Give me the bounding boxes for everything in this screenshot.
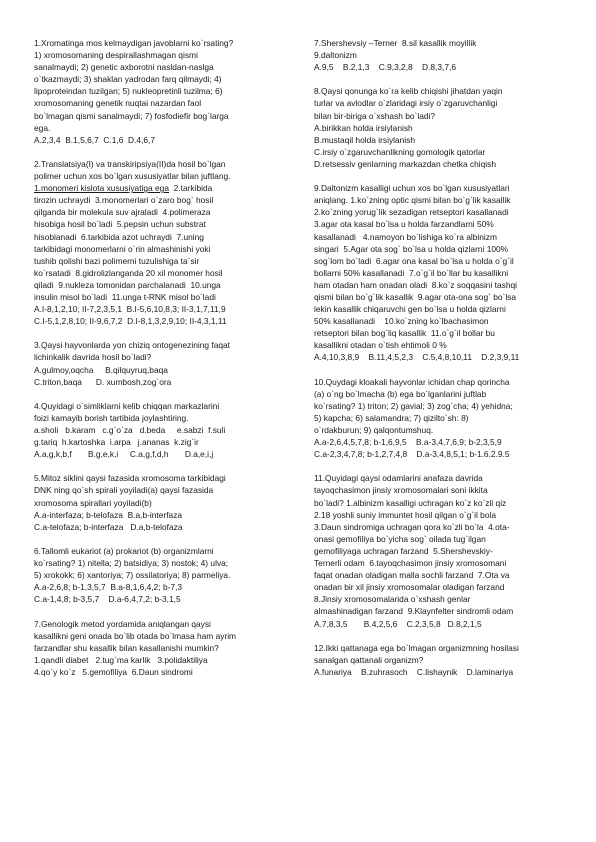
- text-segment: sanalmaydi; 2) genetic axborotni nasldan-naslga: [34, 62, 214, 73]
- text-line: [34, 194, 290, 206]
- text-line: [314, 351, 572, 363]
- text-line: [314, 654, 572, 666]
- text-line: [314, 61, 572, 73]
- blank-line: [314, 460, 572, 472]
- text-line: [34, 412, 290, 424]
- text-line: [314, 49, 572, 61]
- text-segment: o`rdakburun; 9) qalqontumshuq.: [314, 425, 434, 435]
- text-line: [314, 303, 572, 315]
- text-line: [34, 497, 290, 509]
- text-line: [314, 182, 572, 194]
- text-segment: 1.monomeri kislota xususiyatiga ega: [34, 183, 169, 194]
- text-segment: A.I-8,1,2,10; II-7,2,3,5,1 B.I-5,6,10,8,3; II-3,1,7,11,9: [34, 304, 226, 315]
- text-line: [314, 194, 572, 206]
- text-segment: lekin kasallik chiqaruvchi gen bo`lsa u holda qizlarni: [314, 304, 506, 315]
- text-line: [314, 436, 572, 448]
- text-segment: tirozin uchraydi 3.monomerlari o`zaro bog` hosil: [34, 195, 214, 206]
- text-segment: 3.Qaysi hayvonlarda yon chiziq ontogenezining faqat: [34, 340, 231, 351]
- text-segment: singari 5.Agar ota sog` bo`lsa u holda qizlarni 100%: [314, 243, 509, 254]
- text-line: [314, 533, 572, 545]
- text-segment: 2.tarkibida: [169, 183, 213, 194]
- text-segment: A.a,g,k,b,f B.g,e,k,i C.a,g,f,d,h D.a,e,i,j: [34, 449, 214, 460]
- text-line: [314, 521, 572, 533]
- text-segment: 6.Tallomli eukariot (a) prokariot (b) organizmlarni: [34, 545, 214, 556]
- text-line: [34, 666, 290, 678]
- text-segment: foizi kamayib borish tartibida joylashtiring.: [34, 412, 189, 423]
- text-segment: Ternerli odam 6.tayoqchasimon jinsiy xromosomani: [314, 558, 507, 569]
- text-segment: A.funariya B.zuhrasoch C.lishaynik D.laminariya: [314, 666, 514, 677]
- text-line: [34, 581, 290, 593]
- text-segment: 3.Daun sindromiga uchragan qora ko`zli bo`la 4.ota-: [314, 521, 510, 532]
- text-line: [34, 339, 290, 351]
- text-segment: A.4,10,3,8,9 B.11,4,5,2,3 C.5,4,8,10,11 D.2,3,9,11: [314, 352, 520, 363]
- blank-line: [34, 605, 290, 617]
- text-segment: turlar va avlodlar o`zlaridagi irsiy o`zgaruvchanligi: [314, 98, 498, 109]
- text-segment: hisoblanadi 6.tarkibida azot uchraydi 7.uning: [34, 231, 204, 242]
- text-line: [34, 218, 290, 230]
- text-line: [314, 218, 572, 230]
- text-segment: retseptori bilan bog`liq kasallik 11.o`g`il bollar bu: [314, 328, 495, 339]
- right-column: [314, 37, 572, 678]
- text-line: [314, 484, 572, 496]
- text-line: [314, 376, 572, 388]
- text-line: [34, 630, 290, 642]
- text-line: [314, 315, 572, 327]
- text-line: [314, 85, 572, 97]
- left-column: [34, 37, 290, 678]
- text-line: [34, 134, 290, 146]
- text-line: [314, 509, 572, 521]
- text-line: [314, 206, 572, 218]
- text-line: [34, 110, 290, 122]
- text-line: [314, 497, 572, 509]
- text-segment: C.a-2,3,4,7,8; b-1,2,7,4,8 D.a-3,4,8,5,1; b-1.6.2.9.5: [314, 449, 510, 460]
- text-line: [314, 110, 572, 122]
- text-segment: A.a-interfaza; b-telofaza B.a,b-interfaza: [34, 509, 183, 520]
- text-line: [34, 231, 290, 243]
- text-line: [34, 472, 290, 484]
- text-segment: 9.Daltonizm kasalligi uchun xos bo`lgan xususiyatlari: [314, 183, 510, 194]
- text-segment: qilganda bir molekula suv ajraladi 4.polimeraza: [34, 207, 211, 218]
- text-line: [34, 243, 290, 255]
- text-line: [34, 521, 290, 533]
- text-line: [34, 255, 290, 267]
- text-segment: B.mustaqil holda irsiylanish: [314, 134, 416, 145]
- text-line: [34, 642, 290, 654]
- blank-line: [314, 364, 572, 376]
- text-segment: (a) o`ng bo`lmacha (b) ega bo`lganlarini juftlab: [314, 388, 487, 399]
- text-segment: DNK ning qo`sh spirali yoyiladi(a) qaysi fazasida: [34, 485, 214, 496]
- text-line: [34, 279, 290, 291]
- text-segment: aniqlang. 1.ko`zning optic qismi bilan bo`g`lik kasallik: [314, 195, 511, 206]
- text-segment: 5.Mitoz siklini qaysi fazasida xromosoma tarkibidagi: [34, 473, 226, 484]
- text-segment: 10.Quydagi kloakali hayvonlar ichidan chap qorincha: [314, 376, 510, 387]
- text-line: [314, 339, 572, 351]
- text-line: [34, 61, 290, 73]
- text-line: [34, 400, 290, 412]
- text-segment: 2.18 yoshli suniy immuntet hosil qilgan o`g`il bola: [314, 509, 497, 520]
- text-segment: C.I-5,1,2,8,10; II-9,6,7,2 D.I-8,1,3,2,9,10; II-4,3,1,11: [34, 316, 227, 327]
- text-line: [314, 255, 572, 267]
- text-line: [34, 85, 290, 97]
- text-segment: bo`lmagan qismi sanalmaydi; 7) fosfodiefir bog`larga: [34, 110, 229, 121]
- text-line: [314, 472, 572, 484]
- text-line: [314, 37, 572, 49]
- text-segment: C.triton,baqa D. xumbosh,zog`ora: [34, 376, 172, 387]
- text-segment: lipoproteindan tuzilgan; 5) nukleopretinli tuzilma; 6): [34, 86, 223, 97]
- text-line: [314, 231, 572, 243]
- text-segment: kasallikni geni onada bo`lib otada bo`lmasa ham ayrim: [34, 630, 237, 641]
- text-segment: ko`rsating? 1) triton; 2) gavial; 3) zog`cha; 4) yehidna;: [314, 400, 513, 411]
- text-segment: tushib qolishi bazi polimerni tuzulishiga ta`sir: [34, 255, 200, 266]
- text-segment: 5) kapcha; 6) salamandra; 7) qizilto`sh: 8): [314, 412, 469, 423]
- text-segment: 7.Shershevsiy –Terner 8.sil kasallik moyillik: [314, 38, 477, 48]
- text-segment: 8.Qaysi qonunga ko`ra kelib chiqishi jihatdan yaqin: [314, 86, 503, 97]
- text-line: [314, 581, 572, 593]
- text-segment: tarkibidagi monomerlarni o`rin almashinishi yoki: [34, 243, 211, 254]
- text-segment: bo`ladi? 1.albinizm kasalligi uchragan ko`z ko`zli qiz: [314, 497, 507, 508]
- text-segment: ham otadan ham onadan oladi 8.ko`z soqqasini tashqi: [314, 279, 517, 290]
- text-line: [34, 37, 290, 49]
- text-segment: polimer uchun xos bo`lgan xususiyatlar bilan juftlang.: [34, 171, 231, 182]
- text-line: [34, 436, 290, 448]
- text-segment: qiladi 9.nukleza tomonidan parchalanadi 10.unga: [34, 279, 221, 290]
- text-line: [34, 376, 290, 388]
- text-segment: C.a-1,4,8; b-3,5,7 D.a-6,4,7,2; b-3,1,5: [34, 594, 181, 605]
- text-segment: kasallikni otadan o`tish ehtimoli 0 %: [314, 340, 447, 351]
- text-segment: C.a-telofaza; b-interfaza D.a,b-telofaza: [34, 521, 183, 532]
- text-segment: 3.agar ota kasal bo`lsa u holda farzandlarni 50%: [314, 219, 494, 230]
- text-line: [34, 158, 290, 170]
- blank-line: [34, 460, 290, 472]
- text-line: [34, 424, 290, 436]
- text-segment: 2.ko`zning yorug`lik sezadigan retseptori kasallanadi: [314, 207, 509, 218]
- text-segment: 50% kasallanadi 10.ko`zning ko`lbachasimon: [314, 316, 489, 327]
- text-segment: gemofiliyaga uchragan farzand 5.Shershevskiy-: [314, 545, 493, 556]
- text-line: [314, 569, 572, 581]
- text-segment: ega.: [34, 122, 51, 133]
- text-line: [314, 642, 572, 654]
- text-segment: 12.Ikki qattanaga ega bo`lmagan organizmning hosilasi: [314, 642, 519, 653]
- text-line: [34, 122, 290, 134]
- text-segment: a.sholi b.karam c.g`o`za d.beda e.sabzi f.suli: [34, 425, 226, 435]
- text-segment: farzandlar shu kasallik bilan kasallanishi mumkin?: [34, 642, 219, 653]
- text-segment: 4.Quyidagi o`simliklarni kelib chiqqan markazlarini: [34, 400, 220, 411]
- text-segment: sanalgan qattanali organizm?: [314, 654, 424, 665]
- text-line: [314, 122, 572, 134]
- text-line: [314, 605, 572, 617]
- text-segment: almashinadigan farzand 9.Klaynfelter sindromli odam: [314, 606, 514, 617]
- text-line: [34, 557, 290, 569]
- text-line: [34, 509, 290, 521]
- blank-line: [34, 533, 290, 545]
- text-line: [314, 666, 572, 678]
- blank-line: [314, 170, 572, 182]
- text-line: [314, 267, 572, 279]
- blank-line: [34, 327, 290, 339]
- text-line: [314, 400, 572, 412]
- text-segment: hisobiga hosil bo`ladi 5.pepsin uchun substrat: [34, 219, 206, 230]
- text-segment: lichinkalik davrida hosil bo`ladi?: [34, 352, 152, 363]
- blank-line: [34, 388, 290, 400]
- text-segment: 2.Translatsiya(I) va transkiripsiya(II)da hosil bo`lgan: [34, 158, 226, 169]
- text-segment: sog`lom bo`ladi 6.agar ona kasal bo`lsa u holda o`g`il: [314, 255, 514, 266]
- text-line: [34, 364, 290, 376]
- text-line: [314, 291, 572, 303]
- text-segment: 1.Xromatinga mos kelmaydigan javoblarni ko`rsating?: [34, 38, 234, 48]
- blank-line: [314, 73, 572, 85]
- text-line: [314, 279, 572, 291]
- text-segment: onadan bir xil jinsiy xromosomalar oladigan farzand: [314, 582, 505, 593]
- text-line: [34, 291, 290, 303]
- text-segment: 1) xromosomaning despirallashmagan qismi: [34, 50, 198, 61]
- text-segment: insulin misol bo`ladi 11.unga t-RNK misol bo`ladi: [34, 291, 216, 302]
- text-segment: o`tkazmaydi; 3) shaklan yadrodan farq qilmaydi; 4): [34, 74, 222, 85]
- text-line: [314, 424, 572, 436]
- text-segment: 11.Quyidagi qaysi odamlarini anafaza davrida: [314, 473, 483, 484]
- text-line: [34, 484, 290, 496]
- text-line: [314, 134, 572, 146]
- text-segment: ko`rsatadi 8.gidrolizlanganda 20 xil monomer hosil: [34, 267, 223, 278]
- text-line: [34, 448, 290, 460]
- text-segment: onasi gemofiliya bo`yicha sog` oilada tug`ilgan: [314, 533, 486, 544]
- text-segment: 5) xrokokk; 6) xantoriya; 7) ossilatoriya; 8) parmeliya.: [34, 570, 231, 581]
- text-line: [314, 593, 572, 605]
- text-line: [314, 327, 572, 339]
- text-line: [34, 303, 290, 315]
- text-segment: qismi bilan bo`g`lik kasallik 9.agar ota-ona sog` bo`lsa: [314, 291, 517, 302]
- text-segment: 4.qo`y ko`z 5.gemofiliya 6.Daun sindromi: [34, 666, 193, 677]
- text-line: [314, 412, 572, 424]
- text-segment: bilan bir-biriga o`xshash bo`ladi?: [314, 110, 436, 121]
- text-line: [34, 618, 290, 630]
- text-line: [34, 267, 290, 279]
- text-line: [34, 569, 290, 581]
- text-segment: tayoqchasimon jinsiy xromosomalari soni ikkita: [314, 485, 488, 496]
- text-line: [34, 654, 290, 666]
- text-line: [34, 206, 290, 218]
- text-segment: 7.Genologik metod yordamida aniqlangan qaysi: [34, 618, 211, 629]
- blank-line: [34, 146, 290, 158]
- text-segment: A.gulmoy,oqcha B.qilquyruq,baqa: [34, 364, 168, 375]
- text-segment: xromosomaning genetik nuqtai nazardan faol: [34, 98, 202, 109]
- text-segment: ko`rsating? 1) nitella; 2) batsidiya; 3) nostok; 4) ulva;: [34, 558, 229, 569]
- text-line: [34, 170, 290, 182]
- text-line: [314, 243, 572, 255]
- text-line: [34, 545, 290, 557]
- text-segment: A.9,5 B.2,1,3 C.9,3,2,8 D.8,3,7,6: [314, 62, 456, 73]
- text-segment: C.irsiy o`zgaruvchanlikning gomologik qatorlar: [314, 146, 486, 157]
- text-segment: faqat onadan oladigan malla sochli farzand 7.Ota va: [314, 570, 510, 581]
- text-segment: g.tariq h.kartoshka i.arpa j.ananas k.zig`ir: [34, 437, 199, 448]
- text-line: [314, 388, 572, 400]
- text-segment: A.a-2,6,4,5,7,8; b-1,6,9,5 B.a-3,4,7,6,9; b-2,3,5,9: [314, 437, 502, 448]
- text-segment: A.birikkan holda irsiylanish: [314, 122, 413, 133]
- text-line: [314, 448, 572, 460]
- text-line: [34, 315, 290, 327]
- text-segment: D.retsessiv genlarning markazdan chetka chiqish: [314, 158, 497, 169]
- text-line: [314, 158, 572, 170]
- text-line: [314, 146, 572, 158]
- text-line: [34, 73, 290, 85]
- text-line: [314, 545, 572, 557]
- blank-line: [314, 630, 572, 642]
- text-line: [34, 49, 290, 61]
- text-segment: A.2,3,4 B.1,5,6,7 C.1,6 D.4,6,7: [34, 134, 156, 145]
- text-segment: A.a-2,6,8; b-1,3,5,7 B.a-8,1,6,4,2; b-7,3: [34, 582, 183, 593]
- text-line: [34, 97, 290, 109]
- text-segment: A.7,8,3,5 B.4,2,5,6 C.2,3,5,8 D.8,2,1,5: [314, 618, 482, 629]
- text-line: [34, 351, 290, 363]
- text-line: [34, 182, 290, 194]
- text-segment: 8.Jinsiy xromosomalarida o`xshash genlar: [314, 594, 471, 605]
- text-line: [314, 97, 572, 109]
- text-line: [314, 557, 572, 569]
- text-line: [34, 593, 290, 605]
- text-segment: 9.daltonizm: [314, 50, 357, 61]
- text-segment: bollarni 50% kasallanadi 7.o`g`il bo`llar bu kasallikni: [314, 267, 509, 278]
- text-segment: xromosoma spirallari yoyiladi(b): [34, 497, 152, 508]
- text-segment: kasallanadi 4.namoyon bo`lishiga ko`ra albinizm: [314, 231, 497, 242]
- text-line: [314, 618, 572, 630]
- text-segment: 1.qandli diabet 2.tug`ma karlik 3.polidaktiliya: [34, 654, 208, 665]
